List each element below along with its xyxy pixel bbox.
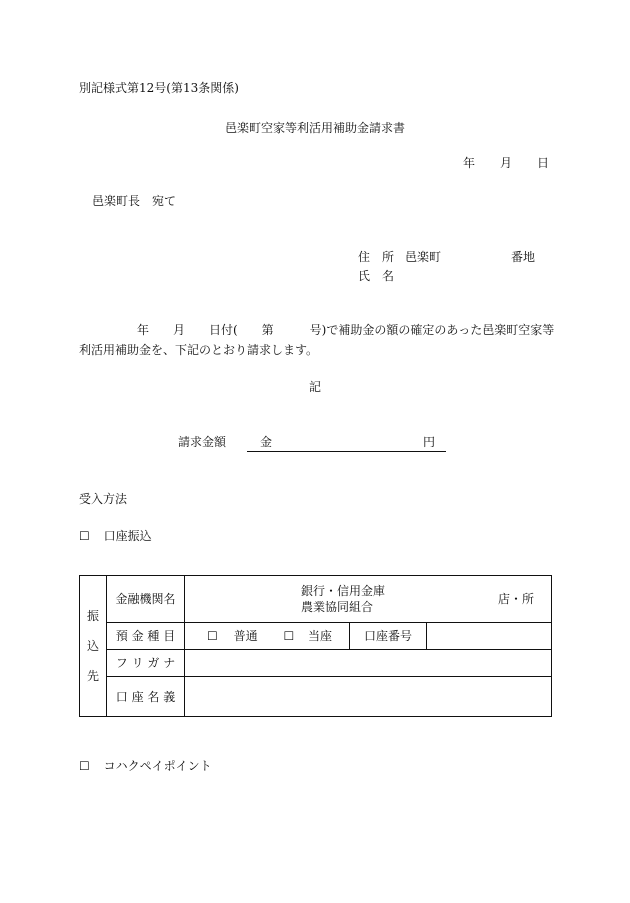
account-holder-cell[interactable] [185,677,552,717]
deposit-type-label: 預 金 種 目 [107,623,185,650]
checkbox-icon[interactable]: ☐ [79,759,90,773]
body-line-1: 年 月 日付( 第 号)で補助金の額の確定のあった邑楽町空家等 [137,323,555,337]
address-suffix: 番地 [511,250,536,264]
remittance-table [79,575,552,717]
body-line-2: 利活用補助金を、下記のとおり請求します。 [79,343,319,357]
claim-suffix: 円 [423,435,436,449]
account-number-label: 口座番号 [350,623,427,650]
bank-types-line-1: 銀行・信用金庫 [301,584,386,598]
deposit-type-cell [185,623,350,650]
bank-transfer-label: 口座振込 [103,529,152,543]
furigana-cell[interactable] [185,650,552,677]
remit-side-label: 振 込 先 [80,576,107,717]
claim-prefix: 金 [260,435,273,449]
ki-heading: 記 [308,380,321,394]
futsu-label: 普通 [233,629,258,643]
bank-transfer-option[interactable] [79,528,152,544]
bank-name-label: 金融機関名 [107,576,185,623]
kohaku-pay-label: コハクペイポイント [103,759,212,773]
bank-types-line-2: 農業協同組合 [301,600,374,614]
account-number-cell[interactable] [427,623,552,650]
claim-underline [247,451,446,452]
date-year: 年 [463,156,476,170]
address-label: 住 所 [358,250,395,264]
address-town: 邑楽町 [405,250,442,264]
addressee: 邑楽町長 宛て [92,194,177,208]
name-label: 氏 名 [358,269,395,283]
page-title: 邑楽町空家等利活用補助金請求書 [224,121,405,135]
account-holder-label: 口 座 名 義 [107,677,185,717]
claim-label: 請求金額 [178,435,227,449]
bank-name-cell[interactable] [185,576,552,623]
date-day: 日 [537,156,550,170]
touza-label: 当座 [308,629,333,643]
touza-checkbox-icon[interactable]: ☐ [283,629,295,643]
branch-label: 店・所 [498,592,535,606]
kohaku-pay-option[interactable] [79,758,212,774]
futsu-checkbox-icon[interactable]: ☐ [207,629,218,643]
receipt-method-label: 受入方法 [79,492,128,506]
form-number: 別記様式第12号(第13条関係) [79,81,239,95]
furigana-label: フ リ ガ ナ [107,650,185,677]
checkbox-icon[interactable]: ☐ [79,529,90,543]
date-month: 月 [500,156,513,170]
